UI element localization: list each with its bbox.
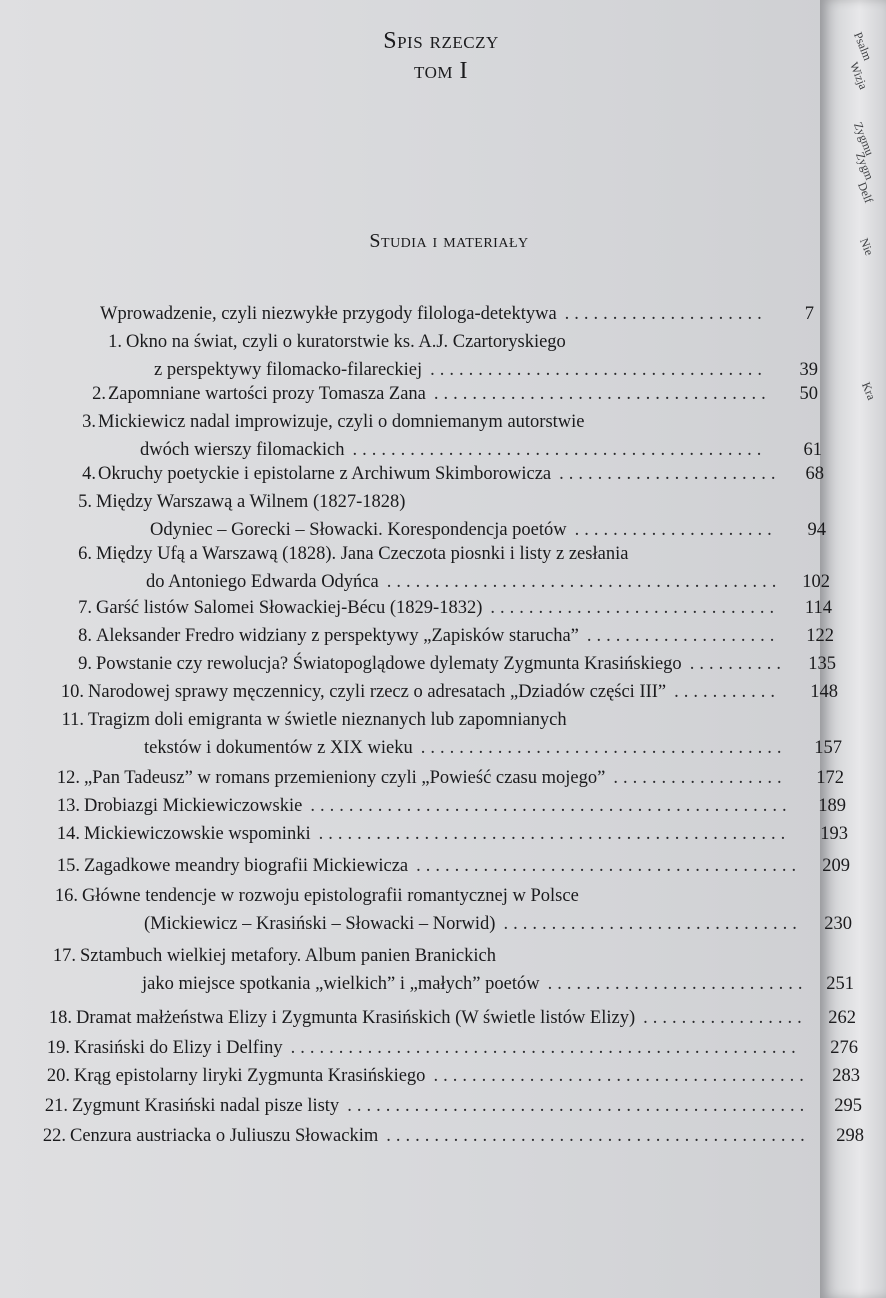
toc-entry-title[interactable]: Dramat małżeństwa Elizy i Zygmunta Krasińskich (W świetle listów Elizy) bbox=[76, 1008, 636, 1028]
toc-page-number: 122 bbox=[806, 626, 834, 646]
toc-page-number: 7 bbox=[804, 304, 814, 324]
section-heading: Studia i materiały bbox=[369, 230, 529, 252]
toc-entry-number: 22. bbox=[42, 1126, 66, 1146]
dot-leader: ..................................................... bbox=[290, 1038, 801, 1058]
edge-fragment: Kra bbox=[859, 380, 879, 402]
edge-fragment: Psalm bbox=[851, 30, 875, 63]
edge-fragment: Nie bbox=[857, 236, 877, 258]
toc-entry-number: 8. bbox=[78, 626, 92, 646]
dot-leader: ...................................... bbox=[420, 738, 787, 758]
toc-page-number: 298 bbox=[836, 1126, 864, 1146]
volume-label: tom I bbox=[414, 58, 468, 84]
toc-entry-number: 18. bbox=[48, 1008, 72, 1028]
toc-entry-title[interactable]: Garść listów Salomei Słowackiej-Bécu (1829-1832) bbox=[96, 598, 483, 618]
toc-entry-number: 17. bbox=[52, 946, 76, 966]
toc-page-number: 102 bbox=[802, 572, 830, 592]
toc-entry-title[interactable]: Zygmunt Krasiński nadal pisze listy bbox=[72, 1096, 340, 1116]
edge-fragment: Delf bbox=[855, 180, 876, 206]
dot-leader: ................................... bbox=[433, 384, 771, 404]
dot-leader: ......................................... bbox=[386, 572, 782, 592]
toc-page-number: 189 bbox=[818, 796, 846, 816]
toc-entry-continuation: (Mickiewicz – Krasiński – Słowacki – Norwid) bbox=[144, 914, 496, 934]
toc-entry-number: 1. bbox=[108, 332, 122, 352]
toc-entry-continuation: z perspektywy filomacko-filareckiej bbox=[154, 360, 423, 380]
dot-leader: ........................... bbox=[547, 974, 808, 994]
dot-leader: ........................................... bbox=[352, 440, 767, 460]
toc-entry-continuation: Odyniec – Gorecki – Słowacki. Korespondencja poetów bbox=[150, 520, 567, 540]
dot-leader: ........... bbox=[674, 682, 781, 702]
toc-entry-number: 20. bbox=[46, 1066, 70, 1086]
toc-entry-title[interactable]: Zagadkowe meandry biografii Mickiewicza bbox=[84, 856, 409, 876]
dot-leader: ................................................. bbox=[318, 824, 791, 844]
toc-entry-title[interactable]: Mickiewicz nadal improwizuje, czyli o domniemanym autorstwie bbox=[98, 412, 585, 432]
toc-page-number: 68 bbox=[805, 464, 824, 484]
toc-entry-number: 19. bbox=[46, 1038, 70, 1058]
toc-entry-number: 14. bbox=[56, 824, 80, 844]
toc-page-number: 148 bbox=[810, 682, 838, 702]
dot-leader: ................................................ bbox=[347, 1096, 810, 1116]
toc-page-number: 157 bbox=[814, 738, 842, 758]
toc-page-number: 230 bbox=[824, 914, 852, 934]
edge-fragment: Wizja bbox=[847, 60, 871, 92]
toc-entry-title[interactable]: Powstanie czy rewolucja? Światopoglądowe dylematy Zygmunta Krasińskiego bbox=[96, 654, 682, 674]
toc-entry-title[interactable]: Narodowej sprawy męczennicy, czyli rzecz o adresatach „Dziadów części III” bbox=[88, 682, 667, 702]
page-title: Spis rzeczy bbox=[383, 28, 499, 54]
toc-entry-title[interactable]: „Pan Tadeusz” w romans przemieniony czyli „Powieść czasu mojego” bbox=[84, 768, 606, 788]
toc-entry-title[interactable]: Wprowadzenie, czyli niezwykłe przygody filologa-detektywa bbox=[100, 304, 557, 324]
dot-leader: ..................... bbox=[574, 520, 777, 540]
dot-leader: ................. bbox=[643, 1008, 807, 1028]
toc-entry-number: 12. bbox=[56, 768, 80, 788]
toc-page-number: 262 bbox=[828, 1008, 856, 1028]
edge-fragment: Zygmu bbox=[851, 120, 877, 158]
dot-leader: .................................................. bbox=[310, 796, 792, 816]
toc-entry-number: 2. bbox=[92, 384, 106, 404]
toc-entry-continuation: jako miejsce spotkania „wielkich” i „małych” poetów bbox=[142, 974, 540, 994]
dot-leader: .................... bbox=[586, 626, 780, 646]
toc-entry-continuation: tekstów i dokumentów z XIX wieku bbox=[144, 738, 413, 758]
toc-entry-title[interactable]: Sztambuch wielkiej metafory. Album panien Branickich bbox=[80, 946, 496, 966]
dot-leader: ....................................... bbox=[433, 1066, 809, 1086]
toc-entry-number: 4. bbox=[82, 464, 96, 484]
toc-page-number: 276 bbox=[830, 1038, 858, 1058]
dot-leader: ................................... bbox=[430, 360, 768, 380]
toc-entry-title[interactable]: Krasiński do Elizy i Delfiny bbox=[74, 1038, 283, 1058]
toc-entry-title[interactable]: Główne tendencje w rozwoju epistolografii romantycznej w Polsce bbox=[82, 886, 579, 906]
toc-page-number: 50 bbox=[799, 384, 818, 404]
toc-entry-title[interactable]: Mickiewiczowskie wspominki bbox=[84, 824, 311, 844]
toc-entry-number: 21. bbox=[44, 1096, 68, 1116]
toc-page-number: 39 bbox=[799, 360, 818, 380]
toc-entry-title[interactable]: Okruchy poetyckie i epistolarne z Archiwum Skimborowicza bbox=[98, 464, 552, 484]
toc-entry-continuation: do Antoniego Edwarda Odyńca bbox=[146, 572, 379, 592]
toc-entry-number: 6. bbox=[78, 544, 92, 564]
toc-entry-number: 3. bbox=[82, 412, 96, 432]
toc-entry-number: 10. bbox=[60, 682, 84, 702]
toc-entry-title[interactable]: Zapomniane wartości prozy Tomasza Zana bbox=[108, 384, 426, 404]
toc-entry-continuation: dwóch wierszy filomackich bbox=[140, 440, 345, 460]
toc-page-number: 114 bbox=[804, 598, 832, 618]
dot-leader: .............................. bbox=[490, 598, 780, 618]
toc-entry-number: 15. bbox=[56, 856, 80, 876]
dot-leader: ..................... bbox=[564, 304, 767, 324]
toc-page-number: 193 bbox=[820, 824, 848, 844]
toc-entry-title[interactable]: Okno na świat, czyli o kuratorstwie ks. A.J. Czartoryskiego bbox=[126, 332, 566, 352]
toc-entry-title[interactable]: Cenzura austriacka o Juliuszu Słowackim bbox=[70, 1126, 379, 1146]
toc-entry-title[interactable]: Aleksander Fredro widziany z perspektywy „Zapisków starucha” bbox=[96, 626, 579, 646]
toc-entry-number: 13. bbox=[56, 796, 80, 816]
toc-entry-title[interactable]: Tragizm doli emigranta w świetle nieznanych lub zapomnianych bbox=[88, 710, 567, 730]
toc-page-number: 251 bbox=[826, 974, 854, 994]
toc-entry-title[interactable]: Między Warszawą a Wilnem (1827-1828) bbox=[96, 492, 406, 512]
toc-entry-number: 5. bbox=[78, 492, 92, 512]
toc-entry-number: 11. bbox=[61, 710, 84, 730]
toc-entry-title[interactable]: Krąg epistolarny liryki Zygmunta Krasińskiego bbox=[74, 1066, 426, 1086]
toc-page-number: 209 bbox=[822, 856, 850, 876]
toc-page-number: 172 bbox=[816, 768, 844, 788]
dot-leader: .................. bbox=[613, 768, 787, 788]
edge-fragment: Zygm bbox=[853, 150, 877, 182]
toc-entry-number: 16. bbox=[54, 886, 78, 906]
toc-entry-title[interactable]: Drobiazgi Mickiewiczowskie bbox=[84, 796, 303, 816]
dot-leader: ........................................ bbox=[416, 856, 802, 876]
toc-page-number: 135 bbox=[808, 654, 836, 674]
toc-page-number: 61 bbox=[803, 440, 822, 460]
dot-leader: .......... bbox=[689, 654, 786, 674]
toc-page-number: 295 bbox=[834, 1096, 862, 1116]
dot-leader: ............................... bbox=[503, 914, 802, 934]
toc-entry-number: 7. bbox=[78, 598, 92, 618]
toc-entry-number: 9. bbox=[78, 654, 92, 674]
toc-entry-title[interactable]: Między Ufą a Warszawą (1828). Jana Czeczota piosnki i listy z zesłania bbox=[96, 544, 629, 564]
toc-page-number: 94 bbox=[807, 520, 826, 540]
dot-leader: ....................... bbox=[559, 464, 781, 484]
dot-leader: ............................................ bbox=[386, 1126, 810, 1146]
toc-page-number: 283 bbox=[832, 1066, 860, 1086]
